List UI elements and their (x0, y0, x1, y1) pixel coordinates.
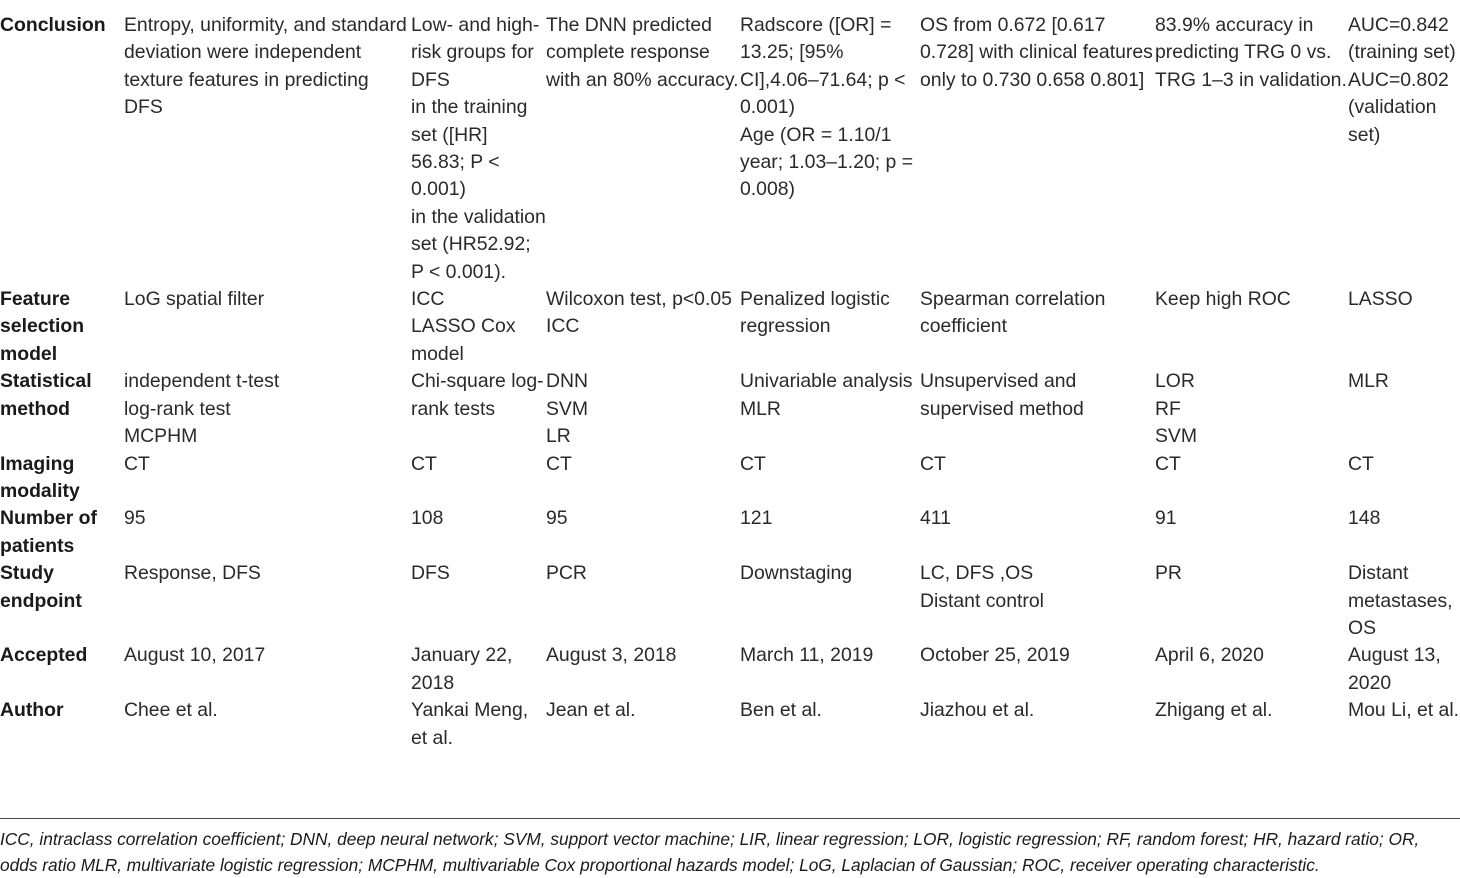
table-row-imaging-modality (0, 451, 1460, 506)
table-cell: independent t-test log-rank test MCPHM (124, 370, 280, 448)
table-cell: CT (1348, 452, 1374, 475)
table-cell: The DNN predicted complete response with an 80% accuracy. (546, 14, 739, 91)
table-cell: LC, DFS ,OS Distant control (920, 562, 1044, 612)
radiomics-studies-table (0, 12, 1460, 752)
table-cell: Jean et al. (546, 699, 636, 722)
table-cell: October 25, 2019 (920, 644, 1070, 667)
row-label: Accepted (0, 644, 88, 667)
row-label: Author (0, 699, 64, 722)
table-row-statistical-method (0, 368, 1460, 450)
table-bottom-rule (0, 818, 1460, 819)
table-footnote: ICC, intraclass correlation coefficient; DNN, deep neural network; SVM, support vector machine; LIR, linear regression; LOR, logistic regression; RF, random forest; HR, hazard ratio; OR, odds ratio MLR, multivariate logistic regression; MCPHM, multivariable Cox proportional hazards model; LoG, Laplacian of Gaussian; ROC, receiver operating characteristic. (0, 829, 1420, 875)
table-cell: 121 (740, 507, 773, 530)
table-row-author (0, 697, 1460, 752)
table-row-conclusion (0, 12, 1460, 286)
table-row-feature-selection (0, 286, 1460, 368)
table-cell: Ben et al. (740, 699, 822, 722)
table-cell: Penalized logistic regression (740, 288, 890, 338)
table-cell: Response, DFS (124, 562, 261, 585)
table-cell: DFS (411, 562, 450, 585)
table-cell: CT (546, 452, 572, 475)
table-cell: 91 (1155, 507, 1177, 530)
table-cell: April 6, 2020 (1155, 644, 1264, 667)
table-row-number-of-patients (0, 505, 1460, 560)
table-cell: 95 (124, 507, 146, 530)
table-cell: Keep high ROC (1155, 288, 1291, 311)
table-cell: CT (740, 452, 766, 475)
table-cell: LoG spatial filter (124, 288, 265, 311)
table-cell: ICC LASSO Cox model (411, 288, 516, 365)
table-cell: Spearman correlation coefficient (920, 288, 1106, 338)
table-cell: 83.9% accuracy in predicting TRG 0 vs. TRG 1–3 in validation. (1155, 14, 1347, 91)
table-cell: Zhigang et al. (1155, 699, 1273, 722)
table-cell: CT (411, 452, 437, 475)
table-cell: Low- and high-risk groups for DFS in the training set ([HR] 56.83; P < 0.001) in the validation set (HR52.92; P < 0.001). (411, 14, 546, 283)
table-cell: Distant metastases, OS (1348, 562, 1453, 639)
row-label: Feature selection model (0, 288, 85, 365)
table-cell: August 13, 2020 (1348, 644, 1441, 694)
row-label: Study endpoint (0, 562, 82, 612)
table-cell: Downstaging (740, 562, 853, 585)
table-cell: LOR RF SVM (1155, 370, 1198, 448)
table-cell: Unsupervised and supervised method (920, 370, 1084, 420)
table-cell: DNN SVM LR (546, 370, 589, 448)
table-cell: CT (1155, 452, 1181, 475)
table-cell: Chee et al. (124, 699, 218, 722)
table-cell: PCR (546, 562, 587, 585)
row-label: Conclusion (0, 14, 106, 36)
table-cell: March 11, 2019 (740, 644, 874, 667)
table-cell: CT (920, 452, 946, 475)
table-row-accepted (0, 642, 1460, 697)
table-cell: August 3, 2018 (546, 644, 677, 667)
table-cell: January 22, 2018 (411, 644, 513, 694)
table-cell: Radscore ([OR] = 13.25; [95% CI],4.06–71.64; p < 0.001) Age (OR = 1.10/1 year; 1.03–1.20; p = 0.008) (740, 14, 914, 201)
table-cell: Wilcoxon test, p<0.05 ICC (546, 288, 732, 338)
table-row-study-endpoint (0, 560, 1460, 642)
table-cell: Chi-square log-rank tests (411, 370, 544, 420)
table-cell: 108 (411, 507, 444, 530)
table-cell: 148 (1348, 507, 1381, 530)
table-cell: MLR (1348, 370, 1389, 393)
row-label: Imaging modality (0, 452, 80, 502)
row-label: Number of patients (0, 507, 97, 557)
table-cell: August 10, 2017 (124, 644, 266, 667)
table-cell: AUC=0.842 (training set) AUC=0.802 (validation set) (1348, 14, 1456, 146)
table-cell: Yankai Meng, et al. (411, 699, 529, 749)
row-label: Statistical method (0, 370, 92, 420)
table-cell: LASSO (1348, 288, 1413, 311)
table-cell: Mou Li, et al. (1348, 699, 1460, 722)
table-cell: Jiazhou et al. (920, 699, 1035, 722)
table-cell: OS from 0.672 [0.617 0.728] with clinical features only to 0.730 0.658 0.801] (920, 14, 1153, 91)
table-cell: CT (124, 452, 150, 475)
table-cell: 411 (920, 507, 951, 530)
table-cell: Univariable analysis MLR (740, 370, 913, 420)
table-cell: Entropy, uniformity, and standard deviation were independent texture features in predicting DFS (124, 14, 407, 119)
table-cell: PR (1155, 562, 1182, 585)
table-cell: 95 (546, 507, 568, 530)
